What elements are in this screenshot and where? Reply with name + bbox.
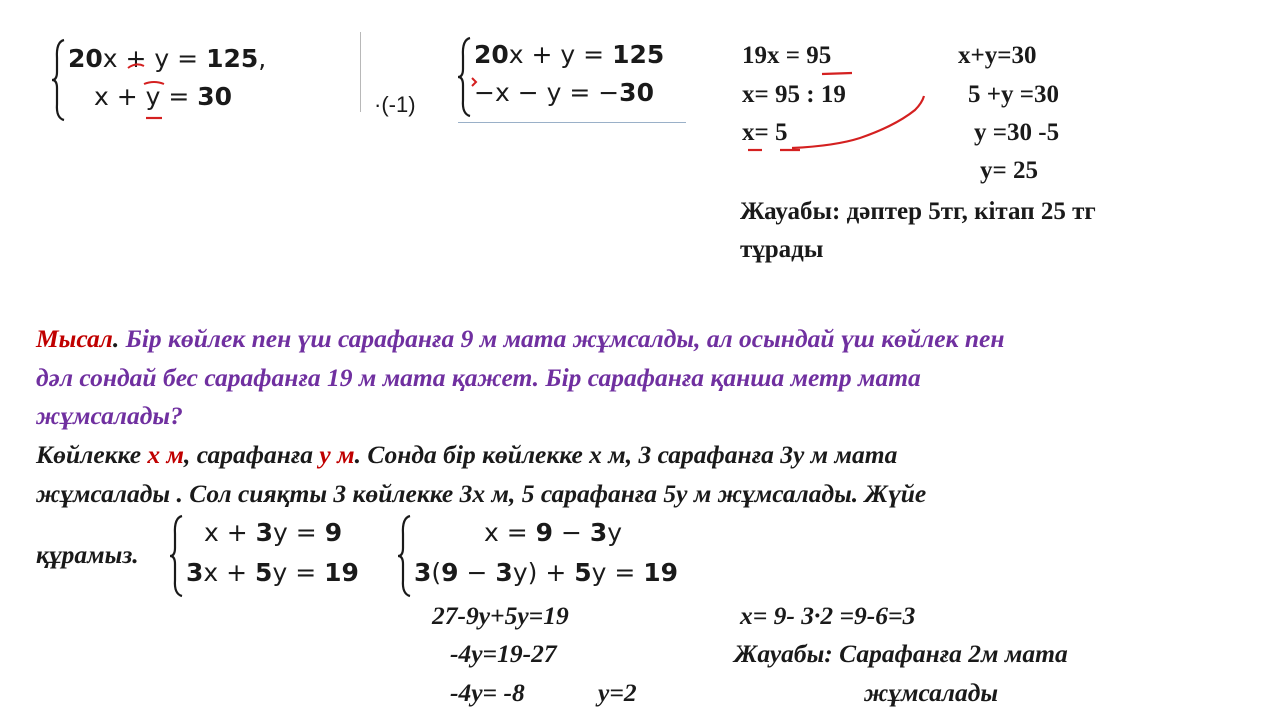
solution-1-right-1: x+y=30 — [958, 42, 1037, 69]
problem-line-3: жұмсалады? — [36, 401, 183, 430]
solution-2-left-2: -4y=19-27 — [450, 639, 557, 668]
pen-underline-95 — [822, 73, 852, 74]
solution-2-left-1: 27-9y+5y=19 — [432, 601, 569, 630]
problem-line-2: дәл сондай бес сарафанға 19 м мата қажет. Бір сарафанға қанша метр мата — [36, 363, 921, 392]
pen-mark-y — [144, 82, 164, 84]
problem-line-1: Мысал. Бір көйлек пен үш сарафанға 9 м мата жұмсалды, ал осындай үш көйлек пен — [36, 324, 1005, 353]
answer-1-line-2: тұрады — [740, 236, 824, 263]
solution-1-right-3: y =30 -5 — [974, 119, 1060, 146]
setup-line-3: құрамыз. — [36, 540, 139, 569]
left-brace — [396, 514, 412, 598]
solution-2-right-1: x= 9- 3·2 =9-6=3 — [740, 601, 916, 630]
solution-1-left-3: x= 5 — [742, 119, 788, 146]
solution-2-left-extra: y=2 — [598, 678, 637, 707]
answer-2-line-1: Жауабы: Сарафанға 2м мата — [734, 639, 1068, 668]
solution-1-right-2: 5 +y =30 — [968, 81, 1059, 108]
solution-1-right-4: y= 25 — [980, 157, 1038, 184]
system-1-eq-1: 20x + y = 125, — [68, 44, 267, 73]
answer-1-line-1: Жауабы: дәптер 5тг, кітап 25 тг — [740, 198, 1096, 225]
left-brace — [168, 514, 184, 598]
multiplier: ·(-1) — [374, 92, 416, 117]
system-1-eq-2: x + y = 30 — [94, 82, 233, 111]
system-4-eq-2: 3(9 − 3y) + 5y = 19 — [414, 558, 679, 587]
pen-annotations — [0, 0, 1280, 200]
system-4 — [396, 512, 716, 602]
system-2-eq-2: −x − y = −30 — [474, 78, 654, 107]
setup-line-1: Көйлекке х м, сарафанға у м. Сонда бір көйлекке х м, 3 сарафанға 3у м мата — [36, 440, 898, 469]
system-3-eq-2: 3x + 5y = 19 — [186, 558, 359, 587]
pen-curve — [792, 96, 924, 148]
system-2-eq-1: 20x + y = 125 — [474, 40, 665, 69]
solution-2-left-3: -4y= -8 — [450, 678, 525, 707]
pen-mark-sys2 — [472, 78, 476, 86]
answer-2-line-2: жұмсалады — [864, 678, 999, 707]
system-3 — [168, 512, 388, 602]
problem-label: Мысал — [36, 324, 113, 353]
setup-line-2: жұмсалады . Сол сияқты 3 көйлекке 3х м, 5 сарафанға 5у м жұмсалады. Жүйе — [36, 479, 927, 508]
system-3-eq-1: x + 3y = 9 — [204, 518, 343, 547]
system-4-eq-1: x = 9 − 3y — [484, 518, 623, 547]
solution-1-left-2: x= 95 : 19 — [742, 81, 846, 108]
solution-1-left-1: 19x = 95 — [742, 42, 832, 69]
pen-mark-plus — [128, 64, 144, 68]
